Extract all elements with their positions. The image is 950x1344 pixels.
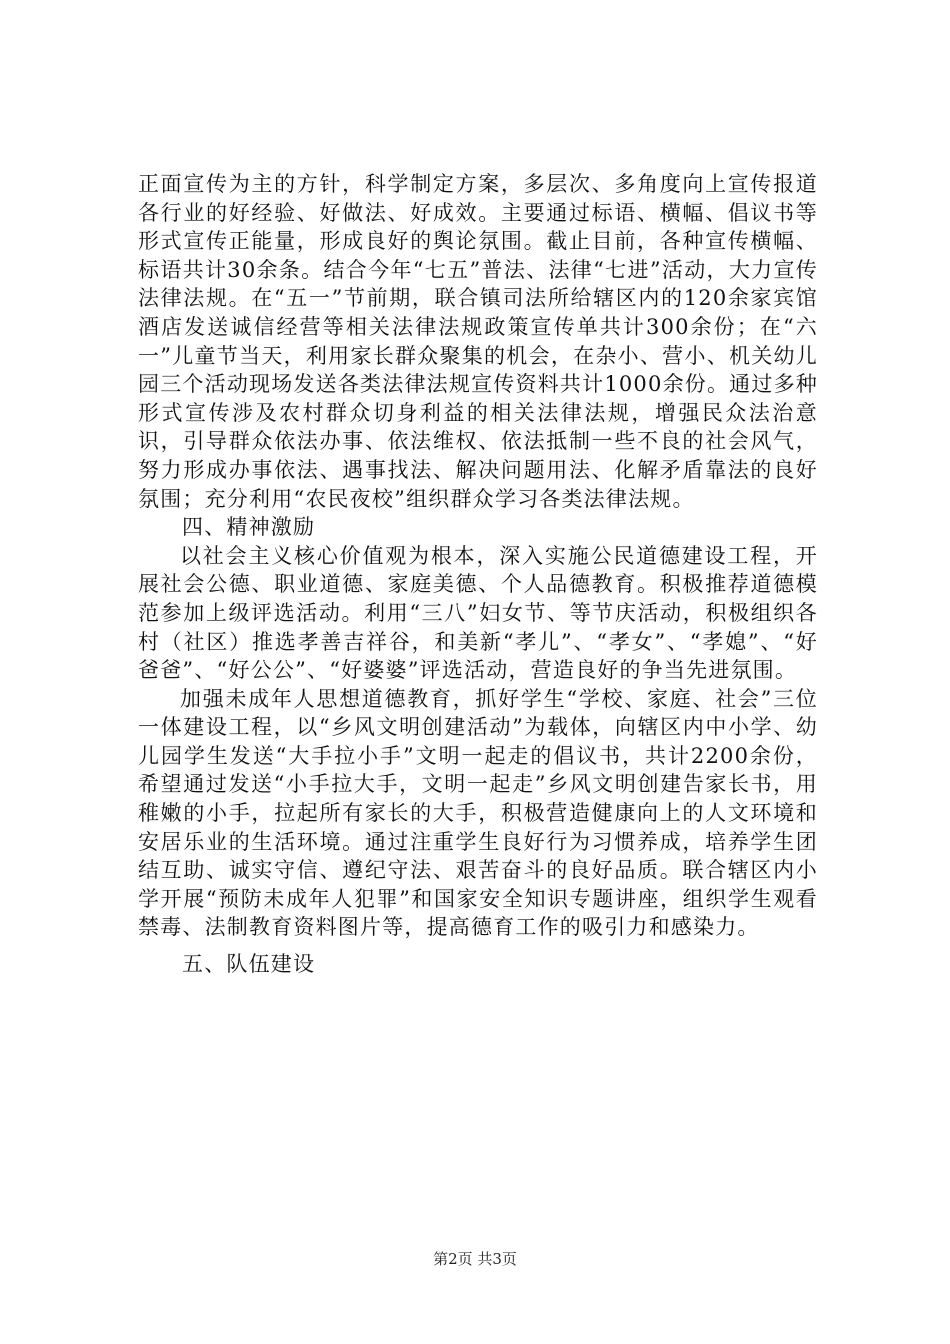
paragraph-publicity: 正面宣传为主的方针，科学制定方案，多层次、多角度向上宣传报道各行业的好经验、好做法、好成效。主要通过标语、横幅、倡议书等形式宣传正能量，形成良好的舆论氛围。截止目前，各种宣传横幅、标语共计30余条。结合今年“七五”普法、法律“七进”活动，大力宣传法律法规。在“五一”节前期，联合镇司法所给辖区内的120余家宾馆酒店发送诚信经营等相关法律法规政策宣传单共计300余份；在“六一”儿童节当天，利用家长群众聚集的机会，在杂小、营小、机关幼儿园三个活动现场发送各类法律法规宣传资料共计1000余份。通过多种形式宣传涉及农村群众切身利益的相关法律法规，增强民众法治意识，引导群众依法办事、依法维权、依法抵制一些不良的社会风气，努力形成办事依法、遇事找法、解决问题用法、化解矛盾靠法的良好氛围；充分利用“农民夜校”组织群众学习各类法律法规。 <box>138 172 818 511</box>
paragraph-youth-education: 加强未成年人思想道德教育，抓好学生“学校、家庭、社会”三位一体建设工程，以“乡风文明创建活动”为载体，向辖区内中小学、幼儿园学生发送“大手拉小手”文明一起走的倡议书，共计2200余份，希望通过发送“小手拉大手，文明一起走”乡风文明创建告家长书，用稚嫩的小手，拉起所有家长的大手，积极营造健康向上的人文环境和安居乐业的生活环境。通过注重学生良好行为习惯养成，培养学生团结互助、诚实守信、遵纪守法、艰苦奋斗的良好品质。联合辖区内小学开展“预防未成年人犯罪”和国家安全知识专题讲座，组织学生观看禁毒、法制教育资料图片等，提高德育工作的吸引力和感染力。 <box>138 686 818 940</box>
paragraph-moral-building: 以社会主义核心价值观为根本，深入实施公民道德建设工程，开展社会公德、职业道德、家庭美德、个人品德教育。积极推荐道德模范参加上级评选活动。利用“三八”妇女节、等节庆活动，积极组织各村（社区）推选孝善吉祥谷，和美新“孝儿”、“孝女”、“孝媳”、“好爸爸”、“好公公”、“好婆婆”评选活动，营造良好的争当先进氛围。 <box>138 543 818 683</box>
heading-section-4: 四、精神激励 <box>182 515 316 540</box>
heading-section-5: 五、队伍建设 <box>182 952 316 977</box>
document-body <box>138 170 818 979</box>
page-number-footer: 第2页 共3页 <box>433 1250 517 1268</box>
